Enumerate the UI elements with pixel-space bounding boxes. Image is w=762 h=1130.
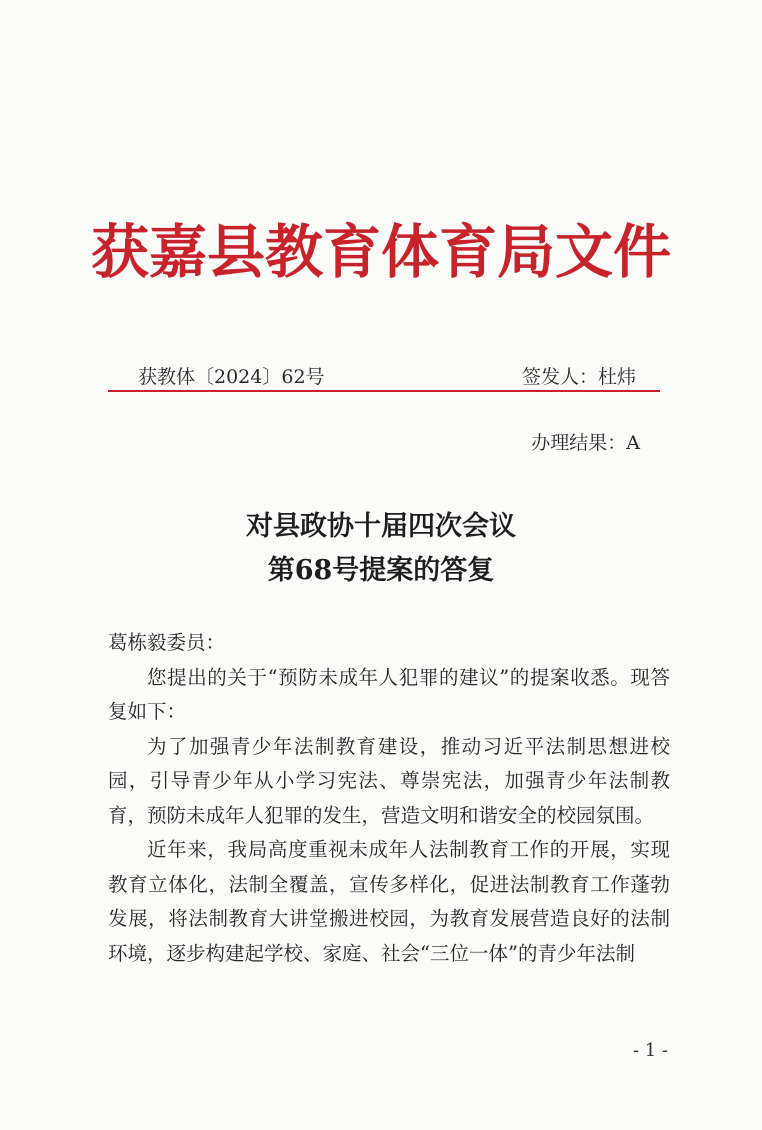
page-number: - 1 - — [632, 1040, 668, 1061]
handling-result: 办理结果：A — [531, 432, 640, 454]
signer: 签发人：杜炜 — [521, 366, 636, 388]
body-paragraph: 您提出的关于“预防未成年人犯罪的建议”的提案收悉。现答复如下： — [108, 665, 670, 723]
document-body — [108, 626, 670, 971]
document-title — [0, 505, 762, 593]
body-paragraph: 近年来，我局高度重视未成年人法制教育工作的开展，实现教育立体化，法制全覆盖，宣传多样化，促进法制教育工作蓬勃发展，将法制教育大讲堂搬进校园，为教育发展营造良好的法制环境，逐步构建起学校、家庭、社会“三位一体”的青少年法制 — [108, 838, 670, 965]
title-line-2: 第68号提案的答复 — [267, 555, 495, 586]
title-line-1: 对县政协十届四次会议 — [246, 511, 516, 542]
document-number: 获教体〔2024〕62号 — [138, 366, 325, 388]
salutation: 葛栋毅委员： — [108, 631, 226, 654]
issuer-header-title: 获嘉县教育体育局文件 — [90, 218, 671, 286]
red-separator-line — [108, 390, 660, 392]
body-paragraph: 为了加强青少年法制教育建设，推动习近平法制思想进校园，引导青少年从小学习宪法、尊崇宪法，加强青少年法制教育，预防未成年人犯罪的发生，营造文明和谐安全的校园氛围。 — [108, 734, 670, 827]
